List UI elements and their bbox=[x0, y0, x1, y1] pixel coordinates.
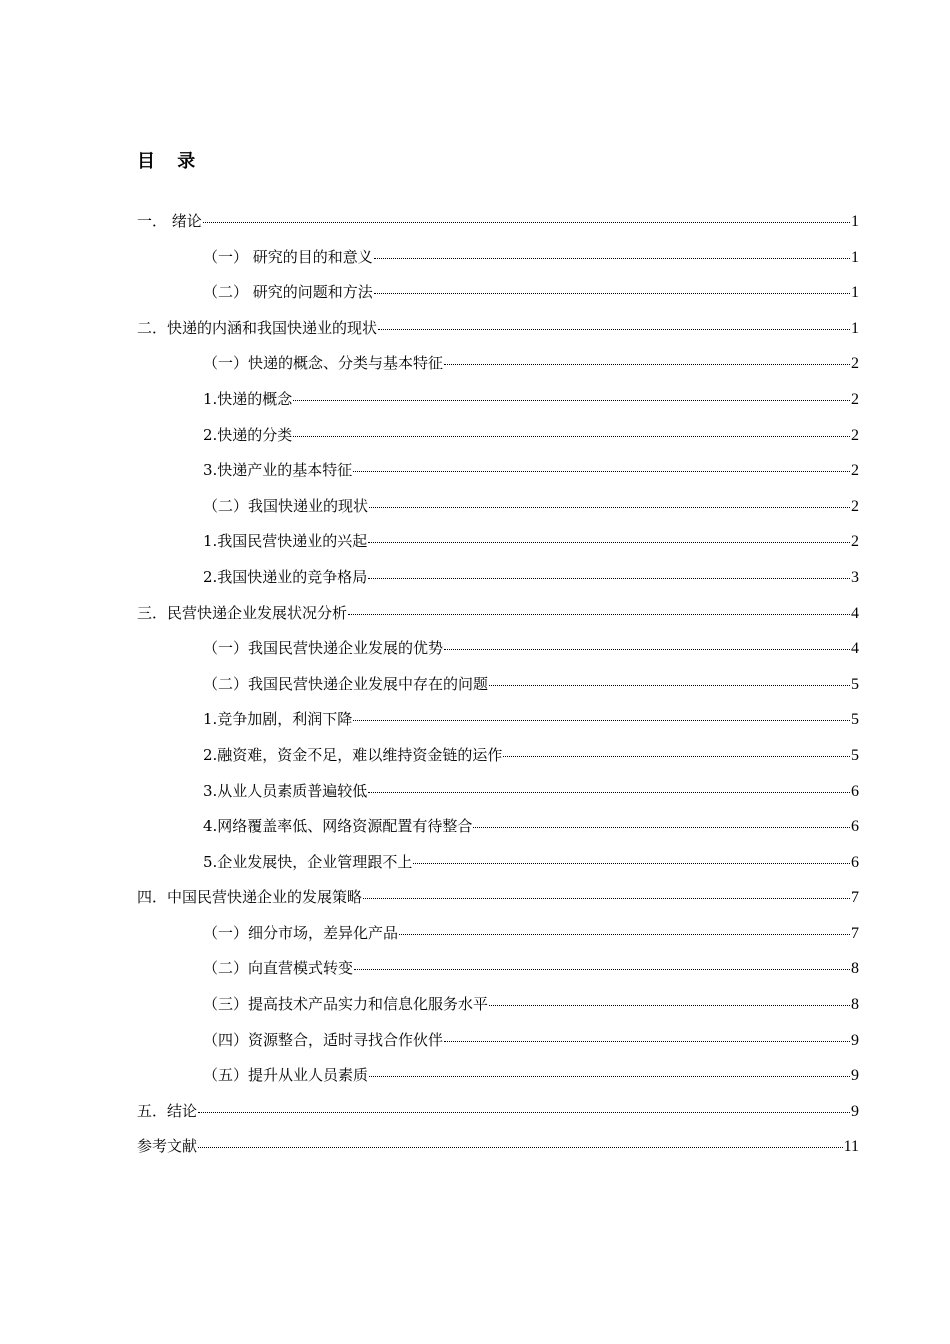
toc-entry-page-number: 6 bbox=[851, 818, 859, 836]
toc-entry[interactable] bbox=[137, 352, 859, 388]
toc-entry-label: （一） 研究的目的和意义 bbox=[203, 247, 373, 266]
toc-entry-page-number: 7 bbox=[851, 889, 859, 907]
toc-entry-label: （五）提升从业人员素质 bbox=[203, 1066, 369, 1085]
toc-dot-leader bbox=[368, 792, 850, 793]
toc-entry[interactable] bbox=[137, 602, 859, 638]
toc-dot-leader bbox=[293, 400, 850, 401]
toc-dot-leader bbox=[368, 542, 850, 543]
toc-entry-page-number: 7 bbox=[851, 924, 859, 942]
toc-entry-page-number: 9 bbox=[851, 1031, 859, 1049]
toc-dot-leader bbox=[374, 258, 850, 259]
toc-entry-label: 1.竞争加剧，利润下降 bbox=[203, 710, 353, 729]
toc-entry-page-number: 9 bbox=[851, 1102, 859, 1120]
toc-dot-leader bbox=[444, 1041, 850, 1042]
toc-dot-leader bbox=[489, 685, 850, 686]
toc-entry-page-number: 5 bbox=[851, 711, 859, 729]
toc-entry-label: 2.我国快递业的竞争格局 bbox=[203, 567, 368, 586]
toc-entry-label: （一）细分市场，差异化产品 bbox=[203, 923, 399, 942]
toc-entry[interactable] bbox=[137, 495, 859, 531]
toc-dot-leader bbox=[198, 1147, 843, 1148]
toc-entry-label: 参考文献 bbox=[137, 1137, 198, 1156]
toc-entry-label: 1.快递的概念 bbox=[203, 389, 293, 408]
toc-entry[interactable] bbox=[137, 317, 859, 353]
toc-entry-label: （四）资源整合，适时寻找合作伙伴 bbox=[203, 1030, 444, 1049]
toc-title: 目 录 bbox=[137, 151, 204, 172]
toc-entry[interactable] bbox=[137, 1064, 859, 1100]
toc-dot-leader bbox=[369, 507, 850, 508]
toc-dot-leader bbox=[399, 934, 850, 935]
toc-entry-label: 2.快递的分类 bbox=[203, 425, 293, 444]
toc-entry-label: （二）向直营模式转变 bbox=[203, 959, 354, 978]
toc-entry-page-number: 3 bbox=[851, 568, 859, 586]
toc-entry[interactable] bbox=[137, 922, 859, 958]
toc-entry[interactable] bbox=[137, 780, 859, 816]
toc-dot-leader bbox=[444, 364, 850, 365]
toc-entry-label: （一）快递的概念、分类与基本特征 bbox=[203, 354, 444, 373]
toc-dot-leader bbox=[489, 1005, 850, 1006]
toc-entry-label: 二．快递的内涵和我国快递业的现状 bbox=[137, 318, 378, 337]
toc-dot-leader bbox=[473, 827, 850, 828]
toc-entry[interactable] bbox=[137, 708, 859, 744]
toc-entry-page-number: 11 bbox=[843, 1138, 859, 1156]
toc-dot-leader bbox=[503, 756, 850, 757]
toc-entry-page-number: 8 bbox=[851, 960, 859, 978]
toc-entry[interactable] bbox=[137, 673, 859, 709]
table-of-contents bbox=[137, 210, 859, 1171]
toc-entry-label: 1.我国民营快递业的兴起 bbox=[203, 532, 368, 551]
toc-entry-page-number: 4 bbox=[851, 640, 859, 658]
toc-entry[interactable] bbox=[137, 246, 859, 282]
toc-entry-label: 5.企业发展快，企业管理跟不上 bbox=[203, 852, 413, 871]
toc-entry-page-number: 4 bbox=[851, 604, 859, 622]
toc-dot-leader bbox=[369, 1076, 850, 1077]
toc-entry-page-number: 8 bbox=[851, 996, 859, 1014]
toc-entry[interactable] bbox=[137, 459, 859, 495]
toc-entry[interactable] bbox=[137, 530, 859, 566]
toc-entry[interactable] bbox=[137, 566, 859, 602]
toc-dot-leader bbox=[353, 471, 850, 472]
toc-entry[interactable] bbox=[137, 1029, 859, 1065]
toc-dot-leader bbox=[203, 222, 850, 223]
toc-entry-page-number: 9 bbox=[851, 1067, 859, 1085]
toc-dot-leader bbox=[378, 329, 850, 330]
toc-dot-leader bbox=[198, 1112, 850, 1113]
toc-entry-page-number: 2 bbox=[851, 533, 859, 551]
toc-dot-leader bbox=[363, 898, 850, 899]
toc-entry[interactable] bbox=[137, 886, 859, 922]
toc-entry-label: 2.融资难，资金不足，难以维持资金链的运作 bbox=[203, 745, 503, 764]
toc-dot-leader bbox=[353, 720, 850, 721]
toc-entry-page-number: 2 bbox=[851, 426, 859, 444]
toc-entry-label: 3.快递产业的基本特征 bbox=[203, 461, 353, 480]
toc-dot-leader bbox=[444, 649, 850, 650]
toc-entry-page-number: 2 bbox=[851, 462, 859, 480]
toc-entry[interactable] bbox=[137, 957, 859, 993]
toc-entry-label: （一）我国民营快递企业发展的优势 bbox=[203, 639, 444, 658]
toc-entry[interactable] bbox=[137, 851, 859, 887]
toc-entry-label: 五．结论 bbox=[137, 1101, 198, 1120]
toc-entry-page-number: 5 bbox=[851, 746, 859, 764]
toc-entry-page-number: 5 bbox=[851, 675, 859, 693]
toc-entry-label: 3.从业人员素质普遍较低 bbox=[203, 781, 368, 800]
toc-entry-page-number: 2 bbox=[851, 355, 859, 373]
toc-entry-label: （二）我国民营快递企业发展中存在的问题 bbox=[203, 674, 489, 693]
toc-entry-page-number: 6 bbox=[851, 782, 859, 800]
toc-entry-label: 四．中国民营快递企业的发展策略 bbox=[137, 888, 363, 907]
toc-entry[interactable] bbox=[137, 1100, 859, 1136]
toc-dot-leader bbox=[348, 614, 850, 615]
toc-entry-page-number: 1 bbox=[851, 213, 859, 230]
toc-entry[interactable] bbox=[137, 637, 859, 673]
toc-entry[interactable] bbox=[137, 210, 859, 246]
toc-entry-label: （二）我国快递业的现状 bbox=[203, 496, 369, 515]
toc-entry-page-number: 1 bbox=[851, 319, 859, 337]
toc-entry-page-number: 1 bbox=[851, 248, 859, 266]
toc-entry-page-number: 2 bbox=[851, 390, 859, 408]
toc-entry-page-number: 6 bbox=[851, 853, 859, 871]
toc-entry[interactable] bbox=[137, 281, 859, 317]
toc-dot-leader bbox=[293, 436, 850, 437]
toc-entry-page-number: 1 bbox=[851, 284, 859, 302]
toc-entry-label: 4.网络覆盖率低、网络资源配置有待整合 bbox=[203, 817, 473, 836]
toc-entry-label: （二） 研究的问题和方法 bbox=[203, 283, 373, 302]
toc-entry[interactable] bbox=[137, 744, 859, 780]
toc-entry-label: （三）提高技术产品实力和信息化服务水平 bbox=[203, 995, 489, 1014]
toc-dot-leader bbox=[368, 578, 850, 579]
toc-entry-label: 一． 绪论 bbox=[137, 212, 202, 230]
toc-entry[interactable] bbox=[137, 388, 859, 424]
toc-entry-label: 三．民营快递企业发展状况分析 bbox=[137, 603, 348, 622]
toc-entry-page-number: 2 bbox=[851, 497, 859, 515]
toc-dot-leader bbox=[413, 863, 850, 864]
toc-entry[interactable] bbox=[137, 1135, 859, 1171]
toc-entry[interactable] bbox=[137, 815, 859, 851]
toc-entry[interactable] bbox=[137, 424, 859, 460]
toc-dot-leader bbox=[374, 293, 850, 294]
toc-dot-leader bbox=[354, 969, 850, 970]
toc-entry[interactable] bbox=[137, 993, 859, 1029]
